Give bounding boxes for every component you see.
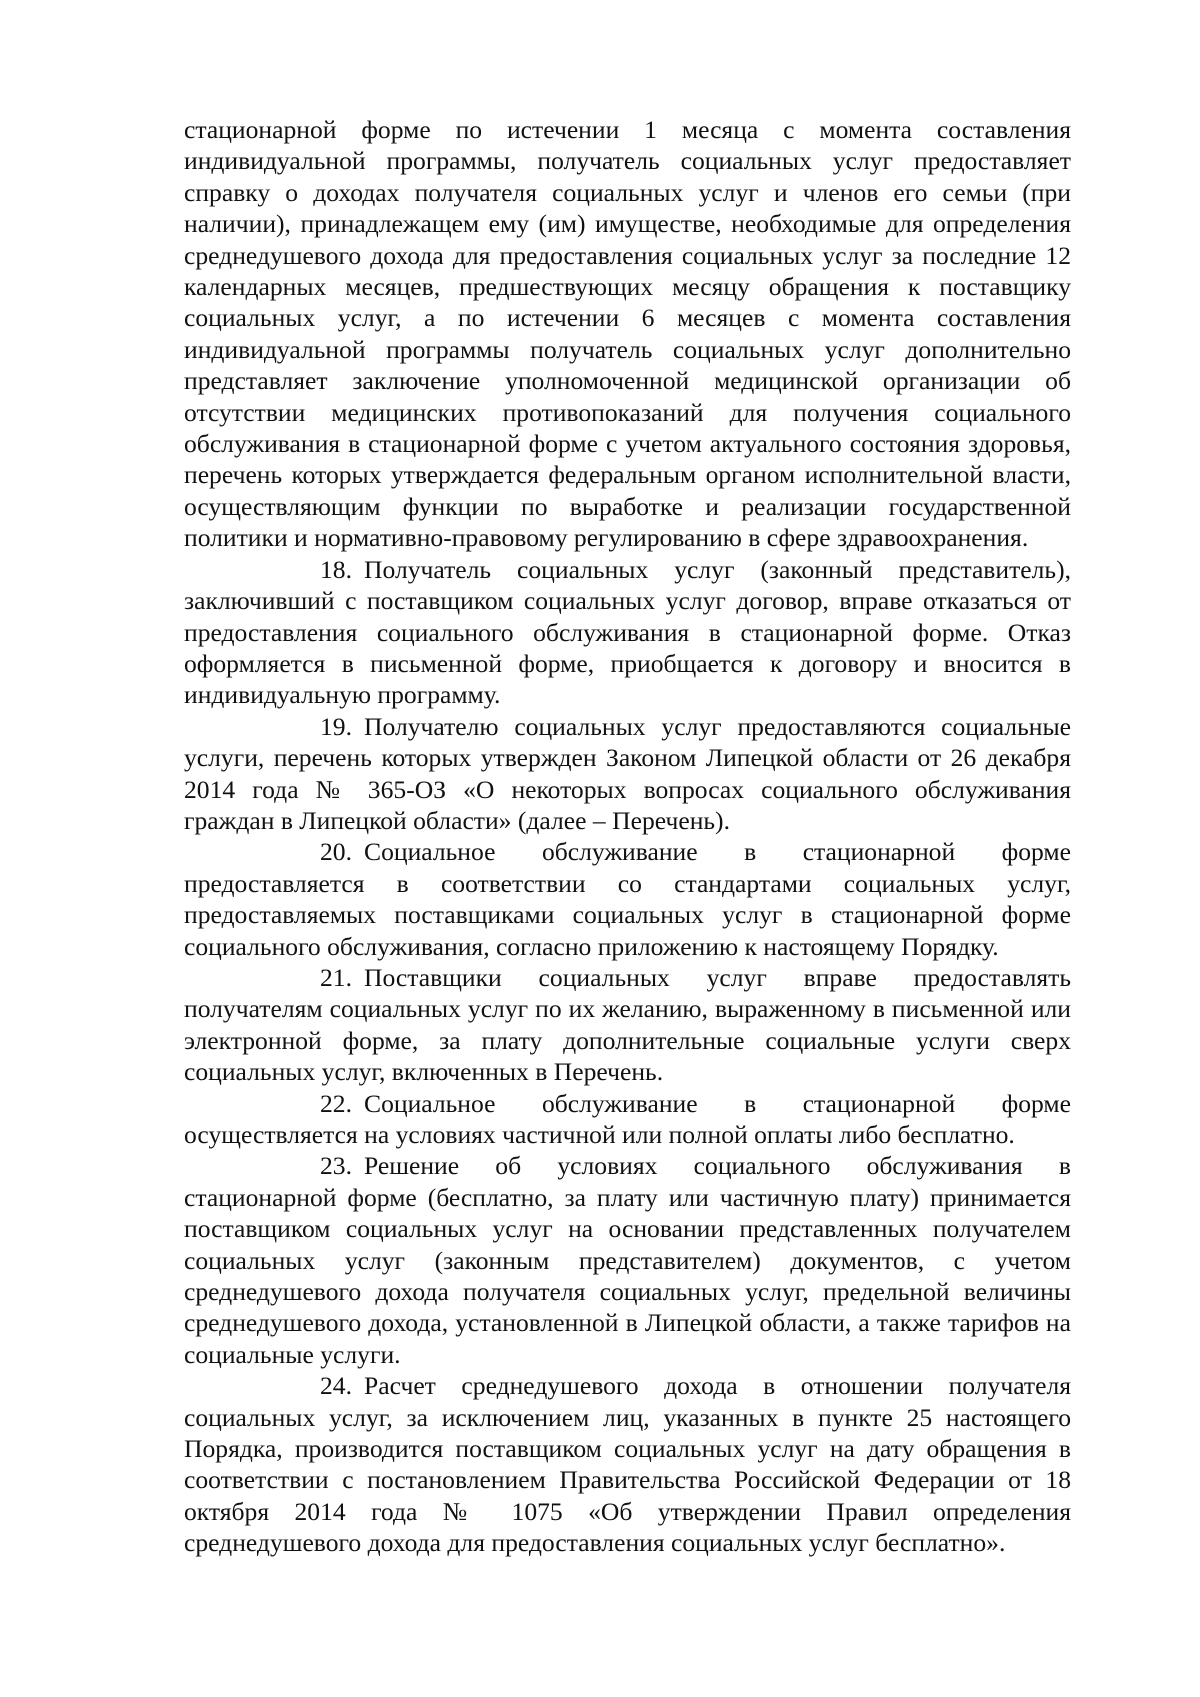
paragraph-number: 20. (320, 837, 352, 867)
paragraph-text: Расчет среднедушевого дохода в отношении получателя социальных услуг, за исключением лиц, указанных в пункте 25 настоящего Порядка, производится поставщиком социальных услуг на дату обращения в соответствии с постановлением Правительства Российской Федерации от 18 октября 2014 года № 1075 «Об утверждении Правил определения среднедушевого дохода для предоставления социальных услуг бесплатно». (184, 1371, 1071, 1558)
paragraph-23 (184, 1150, 1071, 1370)
paragraph-text: Получатель социальных услуг (законный представитель), заключивший с поставщиком социальных услуг договор, вправе отказаться от предоставления социального обслуживания в стационарной форме. Отказ оформляется в письменной форме, приобщается к договору и вносится в индивидуальную программу. (184, 554, 1071, 710)
paragraph-24 (184, 1370, 1071, 1558)
paragraph-continuation (184, 114, 1071, 554)
paragraph-19 (184, 711, 1071, 837)
paragraph-text: Поставщики социальных услуг вправе предоставлять получателям социальных услуг по их желанию, выраженному в письменной или электронной форме, за плату дополнительные социальные услуги сверх социальных услуг, включенных в Перечень. (184, 962, 1071, 1087)
paragraph-21 (184, 962, 1071, 1088)
paragraph-number: 23. (320, 1151, 352, 1181)
document-page (184, 114, 1071, 1614)
paragraph-22 (184, 1088, 1071, 1151)
paragraph-number: 18. (320, 554, 352, 584)
paragraph-number: 24. (320, 1371, 352, 1401)
paragraph-text: Социальное обслуживание в стационарной форме предоставляется в соответствии со стандартами социальных услуг, предоставляемых поставщиками социальных услуг в стационарной форме социального обслуживания, согласно приложению к настоящему Порядку. (184, 837, 1071, 961)
paragraph-text: стационарной форме по истечении 1 месяца с момента составления индивидуальной программы, получатель социальных услуг предоставляет справку о доходах получателя социальных услуг и членов его семьи (при наличии), принадлежащем ему (им) имуществе, необходимые для определения среднедушевого дохода для предоставления социальных услуг за последние 12 календарных месяцев, предшествующих месяцу обращения к поставщику социальных услуг, а по истечении 6 месяцев с момента составления индивидуальной программы получатель социальных услуг дополнительно представляет заключение уполномоченной медицинской организации об отсутствии медицинских противопоказаний для получения социального обслуживания в стационарной форме с учетом актуального состояния здоровья, перечень которых утверждается федеральным органом исполнительной власти, осуществляющим функции по выработке и реализации государственной политики и нормативно-правовому регулированию в сфере здравоохранения. (184, 115, 1071, 553)
paragraph-number: 19. (320, 711, 352, 741)
paragraph-number: 21. (320, 962, 352, 992)
paragraph-20 (184, 836, 1071, 962)
paragraph-text: Социальное обслуживание в стационарной форме осуществляется на условиях частичной или полной оплаты либо бесплатно. (184, 1088, 1071, 1149)
paragraph-text: Получателю социальных услуг предоставляются социальные услуги, перечень которых утвержден Законом Липецкой области от 26 декабря 2014 года № 365-ОЗ «О некоторых вопросах социального обслуживания граждан в Липецкой области» (далее – Перечень). (184, 711, 1071, 835)
paragraph-18 (184, 554, 1071, 711)
paragraph-text: Решение об условиях социального обслуживания в стационарной форме (бесплатно, за плату или частичную плату) принимается поставщиком социальных услуг на основании представленных получателем социальных услуг (законным представителем) документов, с учетом среднедушевого дохода получателя социальных услуг, предельной величины среднедушевого дохода, установленной в Липецкой области, а также тарифов на социальные услуги. (184, 1151, 1071, 1369)
paragraph-number: 22. (320, 1088, 352, 1118)
